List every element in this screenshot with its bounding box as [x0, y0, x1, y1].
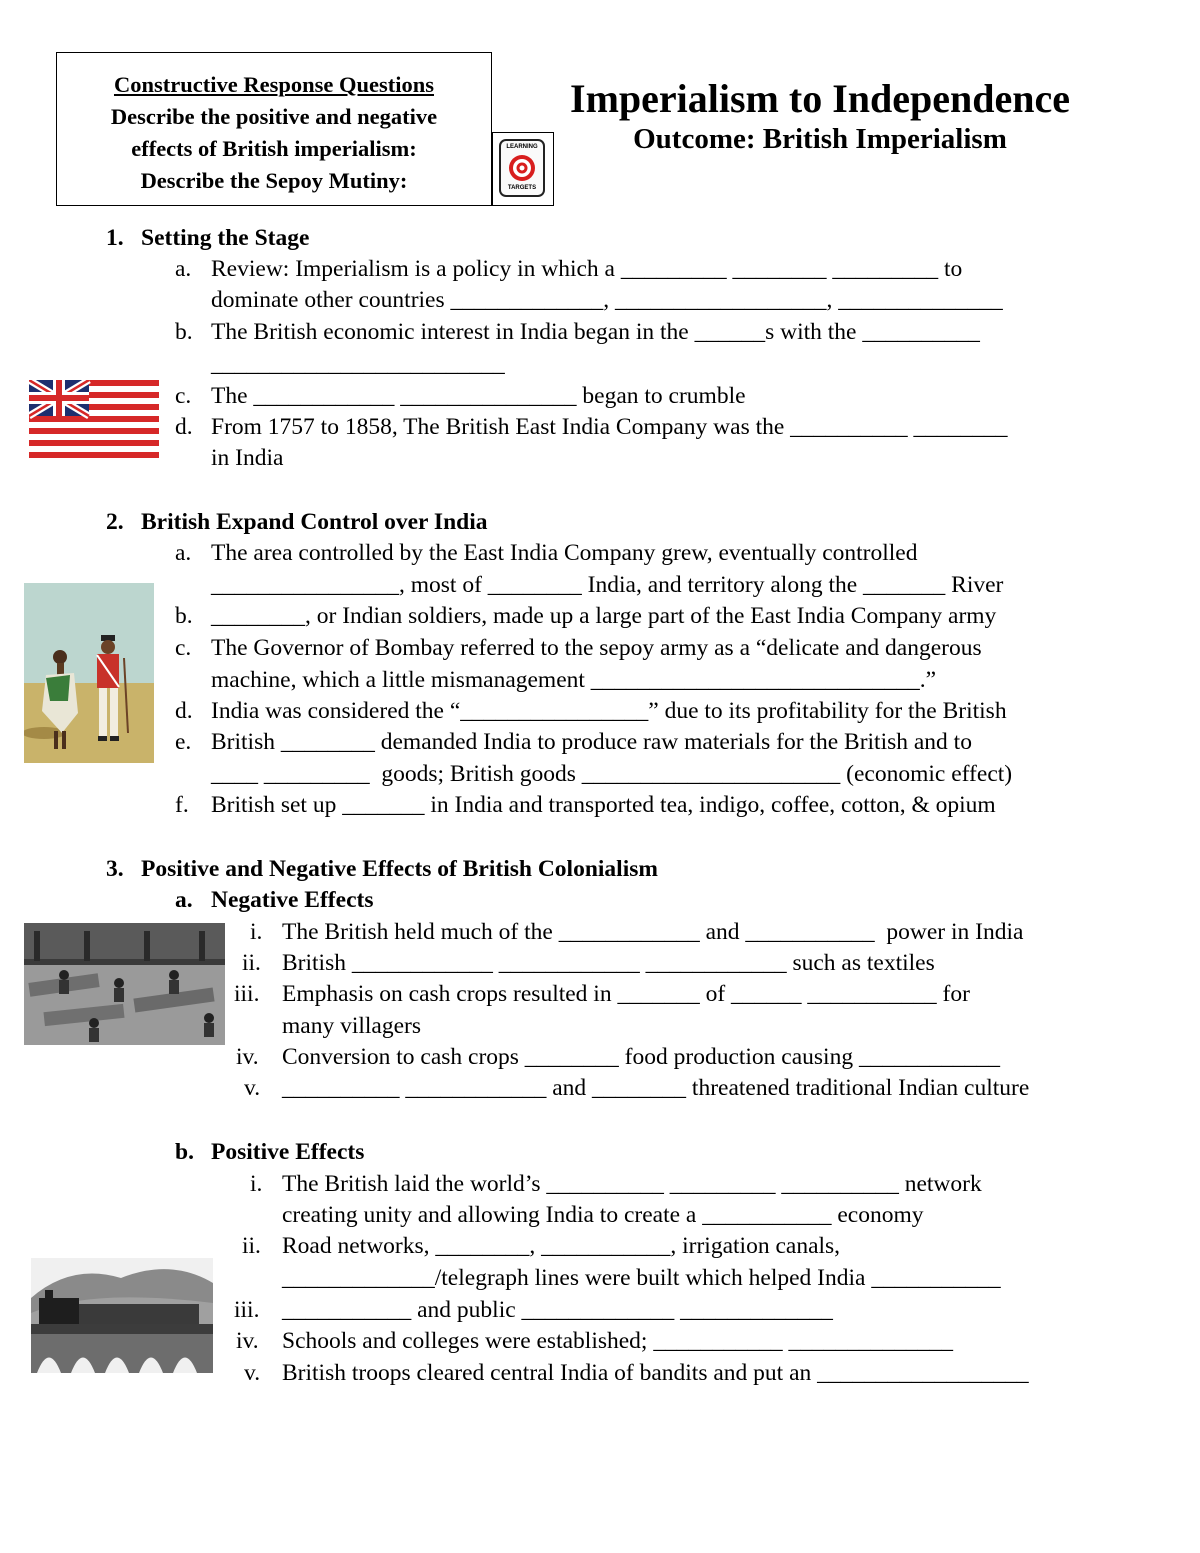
item-2a-line-2: ________________, most of ________ India, and territory along the _______ River: [211, 572, 1004, 598]
pos-ii-line-1: Road networks, ________, ___________, irrigation canals,: [282, 1233, 841, 1259]
section-1-heading: Setting the Stage: [141, 225, 310, 251]
neg-iii-line-2: many villagers: [282, 1013, 422, 1039]
railway-viaduct-photo-image: [31, 1258, 213, 1373]
section-3-number: 3.: [106, 856, 124, 882]
neg-iii-line-1: Emphasis on cash crops resulted in _______ of ______ ___________ for: [282, 981, 970, 1007]
pos-v: British troops cleared central India of bandits and put an __________________: [282, 1360, 1029, 1386]
neg-v: __________ ____________ and ________ threatened traditional Indian culture: [282, 1075, 1030, 1101]
learning-label: LEARNING: [506, 144, 538, 150]
item-2d: India was considered the “________________” due to its profitability for the British: [211, 698, 1007, 724]
negative-effects-heading: Negative Effects: [211, 887, 374, 913]
item-2d-letter: d.: [175, 698, 193, 724]
pos-v-numeral: v.: [244, 1360, 261, 1386]
item-2b-letter: b.: [175, 603, 193, 629]
neg-ii: British ____________ ____________ ____________ such as textiles: [282, 950, 935, 976]
item-2b: ________, or Indian soldiers, made up a large part of the East India Company army: [211, 603, 997, 629]
item-2f-letter: f.: [175, 792, 189, 818]
pos-iii-numeral: iii.: [234, 1297, 260, 1323]
item-2a-line-1: The area controlled by the East India Company grew, eventually controlled: [211, 540, 918, 566]
item-2e-line-1: British ________ demanded India to produce raw materials for the British and to: [211, 729, 972, 755]
neg-ii-numeral: ii.: [242, 950, 261, 976]
section-1-number: 1.: [106, 225, 124, 251]
item-1d-letter: d.: [175, 414, 193, 440]
east-india-company-flag-image: [29, 380, 159, 458]
item-2f: British set up _______ in India and transported tea, indigo, coffee, cotton, & opium: [211, 792, 996, 818]
neg-v-numeral: v.: [244, 1075, 261, 1101]
neg-iii-numeral: iii.: [234, 981, 260, 1007]
page-subtitle: Outcome: British Imperialism: [633, 123, 1007, 155]
section-3-heading: Positive and Negative Effects of British Colonialism: [141, 856, 658, 882]
pos-iii: ___________ and public _____________ _____________: [282, 1297, 833, 1323]
page-title: Imperialism to Independence: [570, 76, 1070, 121]
item-2c-line-2: machine, which a little mismanagement ____________________________.”: [211, 667, 937, 693]
neg-i-numeral: i.: [250, 919, 263, 945]
pos-i-numeral: i.: [250, 1171, 263, 1197]
box-heading: Constructive Response Questions: [113, 72, 434, 97]
pos-iv-numeral: iv.: [236, 1328, 259, 1354]
section-2-heading: British Expand Control over India: [141, 509, 488, 535]
box-question-1-line-2: effects of British imperialism:: [131, 136, 417, 161]
box-question-2: Describe the Sepoy Mutiny:: [140, 168, 408, 193]
constructive-response-box: [56, 52, 492, 206]
workers-photo-image: [24, 923, 225, 1045]
positive-effects-heading: Positive Effects: [211, 1139, 365, 1165]
box-question-1-line-1: Describe the positive and negative: [110, 104, 438, 129]
item-2e-letter: e.: [175, 729, 192, 755]
neg-iv-numeral: iv.: [236, 1044, 259, 1070]
item-1a-line-2: dominate other countries _____________, __________________, ______________: [211, 287, 1003, 313]
target-icon: [501, 153, 543, 183]
neg-iv: Conversion to cash crops ________ food production causing ____________: [282, 1044, 1000, 1070]
pos-iv: Schools and colleges were established; ___________ ______________: [282, 1328, 953, 1354]
targets-label: TARGETS: [507, 185, 537, 191]
item-2a-letter: a.: [175, 540, 192, 566]
item-1b-line-2: _________________________: [211, 351, 505, 377]
pos-ii-line-2: _____________/telegraph lines were built which helped India ___________: [282, 1265, 1001, 1291]
positive-effects-letter: b.: [175, 1139, 194, 1165]
neg-i: The British held much of the ____________ and ___________ power in India: [282, 919, 1024, 945]
item-1a-line-1: Review: Imperialism is a policy in which a _________ ________ _________ to: [211, 256, 963, 282]
negative-effects-letter: a.: [175, 887, 193, 913]
item-1a-letter: a.: [175, 256, 192, 282]
item-1d-line-1: From 1757 to 1858, The British East India Company was the __________ ________: [211, 414, 1008, 440]
item-1b-line-1: The British economic interest in India began in the ______s with the __________: [211, 319, 980, 345]
pos-i-line-2: creating unity and allowing India to create a ___________ economy: [282, 1202, 924, 1228]
item-1c-letter: c.: [175, 383, 192, 409]
item-2e-line-2: ____ _________ goods; British goods ______________________ (economic effect): [211, 761, 1013, 787]
sepoy-painting-image: [24, 583, 154, 763]
item-2c-letter: c.: [175, 635, 192, 661]
item-1d-line-2: in India: [211, 445, 284, 471]
item-1c: The ____________ _______________ began to crumble: [211, 383, 746, 409]
pos-i-line-1: The British laid the world’s __________ _________ __________ network: [282, 1171, 982, 1197]
section-2-number: 2.: [106, 509, 124, 535]
pos-ii-numeral: ii.: [242, 1233, 261, 1259]
item-1b-letter: b.: [175, 319, 193, 345]
item-2c-line-1: The Governor of Bombay referred to the sepoy army as a “delicate and dangerous: [211, 635, 982, 661]
